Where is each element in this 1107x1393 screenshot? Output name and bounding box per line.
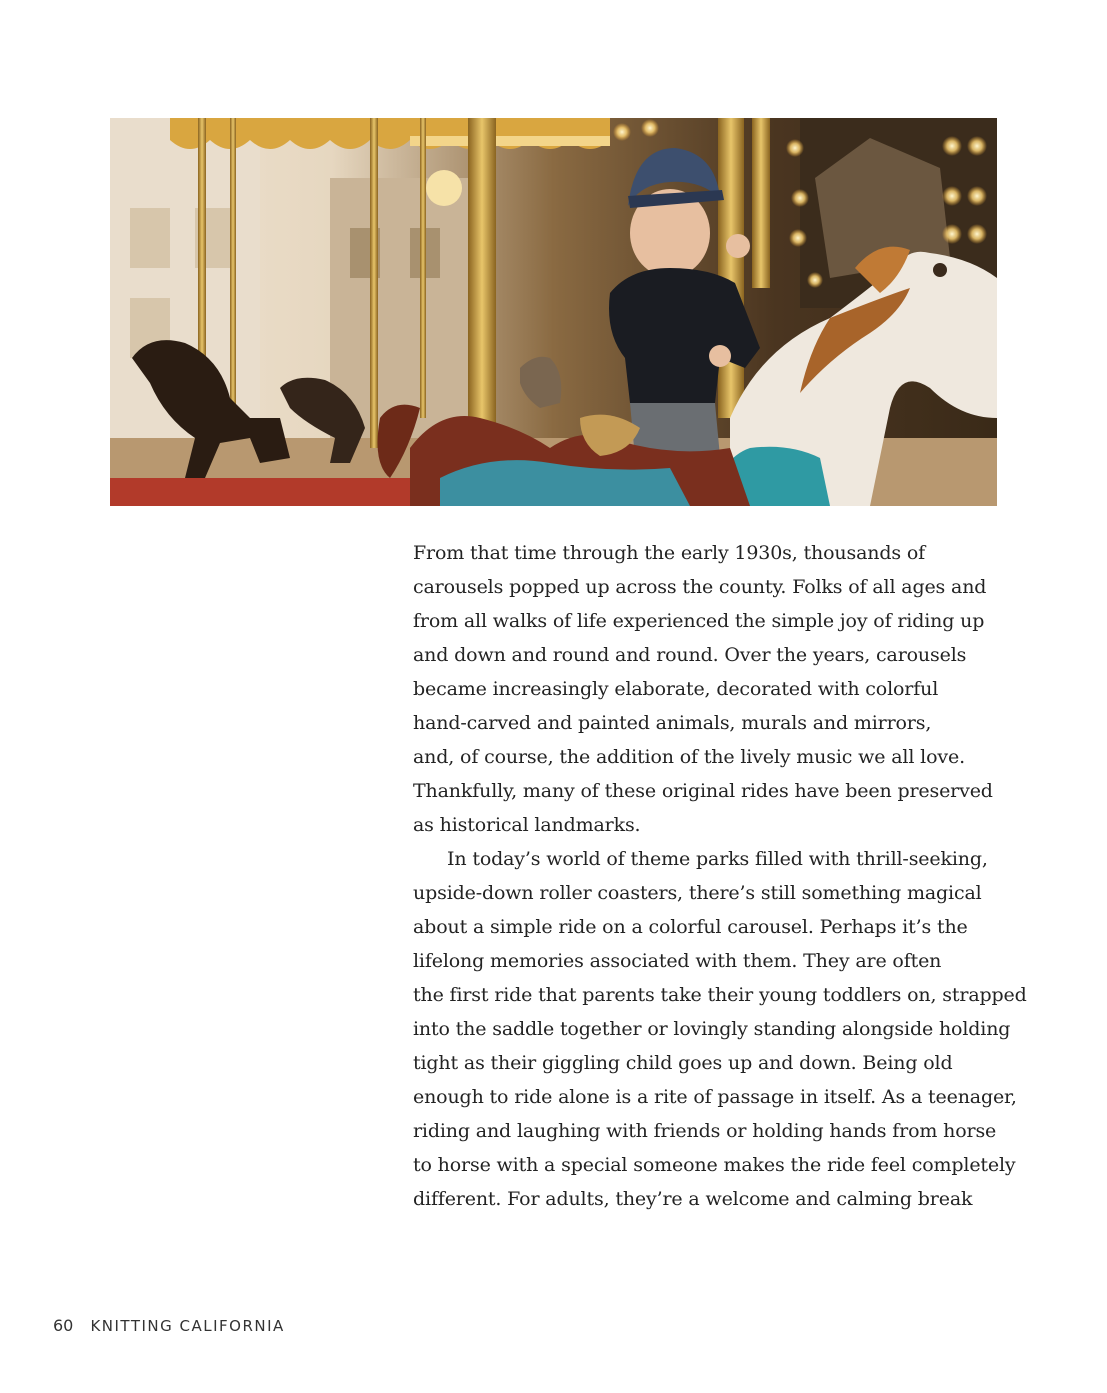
body-line: into the saddle together or lovingly standing alongside holding [413, 1018, 1011, 1040]
body-line: to horse with a special someone makes the ride feel completely [413, 1154, 1016, 1176]
body-text [413, 536, 1027, 1216]
body-line-paragraph-start: In today’s world of theme parks filled with thrill-seeking, [447, 848, 988, 870]
page-number: 60 [53, 1316, 74, 1335]
body-line: carousels popped up across the county. Folks of all ages and [413, 576, 987, 598]
page-footer [53, 1314, 285, 1338]
body-line: about a simple ride on a colorful carousel. Perhaps it’s the [413, 916, 968, 938]
body-line: the first ride that parents take their young toddlers on, strapped [413, 984, 1027, 1006]
body-line: as historical landmarks. [413, 814, 641, 836]
body-line: Thankfully, many of these original rides have been preserved [413, 780, 993, 802]
carousel-photo [110, 118, 997, 506]
body-line: and down and round and round. Over the years, carousels [413, 644, 967, 666]
body-line: upside-down roller coasters, there’s still something magical [413, 882, 982, 904]
body-line: and, of course, the addition of the lively music we all love. [413, 746, 965, 768]
body-line: became increasingly elaborate, decorated with colorful [413, 678, 939, 700]
body-line: different. For adults, they’re a welcome and calming break [413, 1188, 973, 1210]
body-line: riding and laughing with friends or holding hands from horse [413, 1120, 997, 1142]
body-line: lifelong memories associated with them. They are often [413, 950, 942, 972]
body-line: From that time through the early 1930s, thousands of [413, 542, 926, 564]
body-line: from all walks of life experienced the simple joy of riding up [413, 610, 985, 632]
body-line: tight as their giggling child goes up and down. Being old [413, 1052, 953, 1074]
book-title: KNITTING CALIFORNIA [90, 1317, 285, 1335]
body-line: enough to ride alone is a rite of passage in itself. As a teenager, [413, 1086, 1017, 1108]
body-line: hand-carved and painted animals, murals and mirrors, [413, 712, 932, 734]
